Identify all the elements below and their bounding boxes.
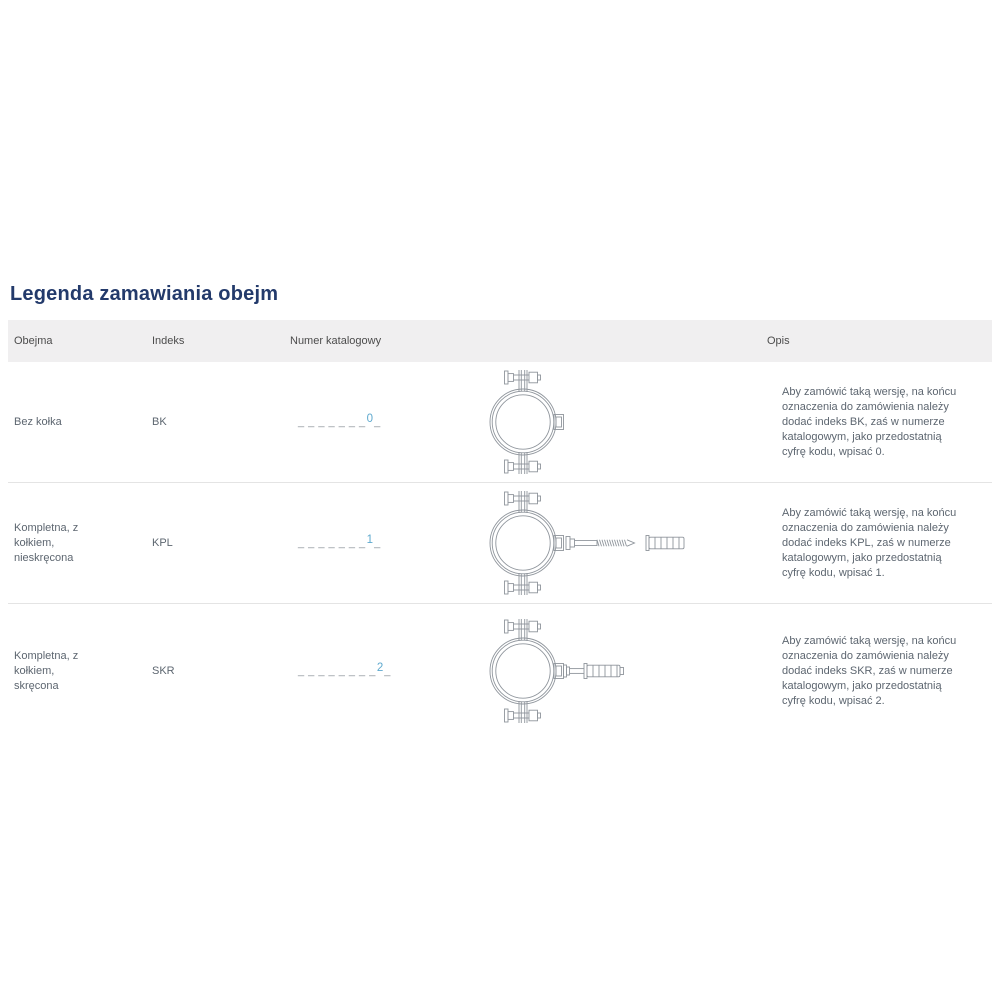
illustration-cell [458, 483, 757, 603]
table-row [8, 604, 992, 738]
description-cell: Aby zamówić taką wersję, na końcu oznaczenia do zamówienia należy dodać indeks BK, zaś w numerze katalogowym, jako przedostatnią cyfrę kodu, wpisać 0. [782, 385, 957, 458]
catalog-dash-after: _ [374, 537, 381, 549]
indeks-cell: BK [152, 416, 167, 428]
clamp-icon [490, 491, 564, 595]
clamp-icon [490, 619, 564, 723]
page-content [8, 0, 992, 738]
catalog-digit: 1 [366, 534, 374, 546]
catalog-dashes-before: _ _ _ _ _ _ _ [298, 416, 366, 428]
pipe-clamp-icon [458, 362, 588, 482]
table-row [8, 362, 992, 483]
illustration-cell [458, 362, 757, 482]
description-cell: Aby zamówić taką wersję, na końcu oznaczenia do zamówienia należy dodać indeks SKR, zaś w numerze katalogowym, jako przedostatnią cyfrę kodu, wpisać 2. [782, 634, 957, 707]
wall-plug-icon [646, 536, 684, 551]
header-obejma: Obejma [14, 335, 53, 347]
table-header-row [8, 320, 992, 362]
obejma-cell: Kompletna, z kołkiem, skręcona [14, 649, 79, 692]
pipe-clamp-screw-plug-icon [458, 483, 698, 603]
header-indeks: Indeks [152, 335, 185, 347]
page-title: Legenda zamawiania obejm [10, 283, 279, 305]
indeks-cell: SKR [152, 665, 175, 677]
header-opis: Opis [767, 335, 790, 347]
pipe-clamp-assembled-icon [458, 611, 698, 731]
catalog-number [290, 662, 458, 677]
catalog-dash-after: _ [374, 416, 381, 428]
catalog-number [290, 413, 458, 428]
indeks-cell: KPL [152, 537, 173, 549]
clamp-icon [490, 370, 564, 474]
catalog-dashes-before: _ _ _ _ _ _ _ [298, 537, 366, 549]
table-row [8, 483, 992, 604]
screw-icon [566, 537, 635, 550]
catalog-number [290, 534, 458, 549]
catalog-digit: 0 [366, 413, 374, 425]
catalog-dashes-before: _ _ _ _ _ _ _ _ [298, 665, 376, 677]
catalog-dash-after: _ [384, 665, 391, 677]
obejma-cell: Kompletna, z kołkiem, nieskręcona [14, 521, 79, 564]
description-cell: Aby zamówić taką wersję, na końcu oznaczenia do zamówienia należy dodać indeks KPL, zaś w numerze katalogowym, jako przedostatnią cyfrę kodu, wpisać 1. [782, 506, 957, 579]
screwed-plug-icon [564, 664, 624, 679]
header-numer-katalogowy: Numer katalogowy [290, 335, 382, 347]
obejma-cell: Bez kołka [14, 415, 62, 428]
illustration-cell [458, 611, 757, 731]
catalog-digit: 2 [376, 662, 384, 674]
